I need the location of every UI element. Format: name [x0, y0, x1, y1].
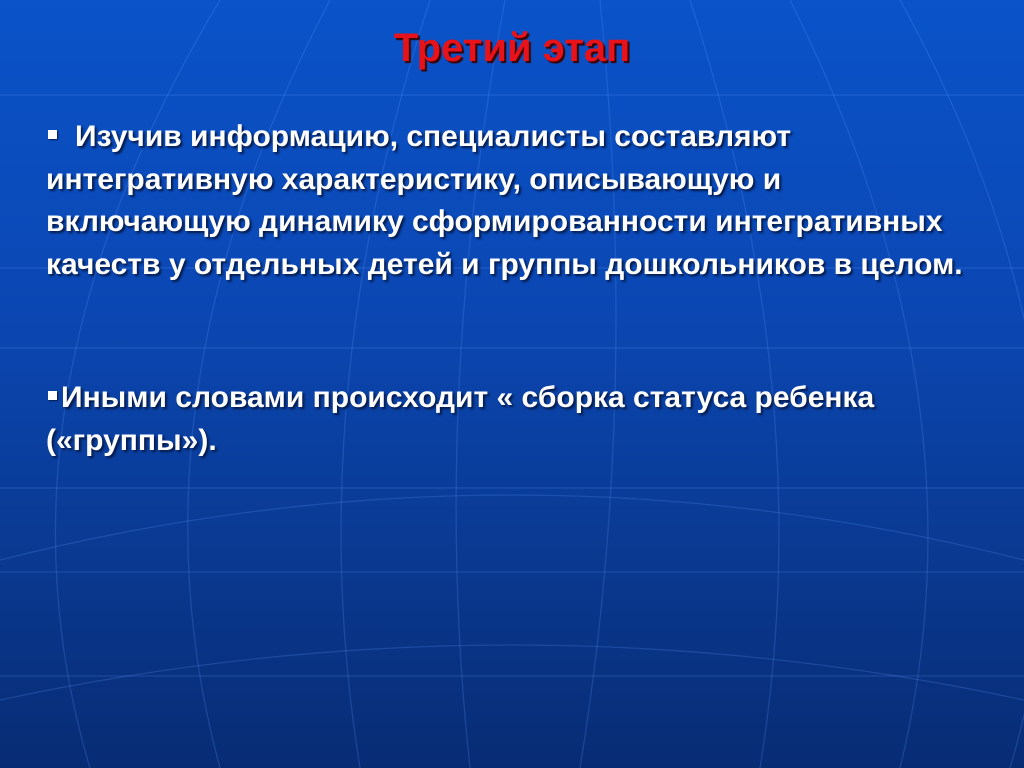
- bullet-item: [46, 377, 986, 462]
- bullet-item: [46, 116, 986, 286]
- bullet-text: Изучив информацию, специалисты составляют интегративную характеристику, описывающую и включающую динамику сформированности интегративных качеств у отдельных детей и группы дошкольников в целом.: [46, 120, 963, 281]
- square-bullet-icon: [48, 391, 57, 400]
- bullet-text: Иными словами происходит « сборка статуса ребенка («группы»).: [46, 381, 875, 457]
- slide-title: Третий этап: [393, 26, 631, 70]
- square-bullet-icon: [48, 130, 57, 139]
